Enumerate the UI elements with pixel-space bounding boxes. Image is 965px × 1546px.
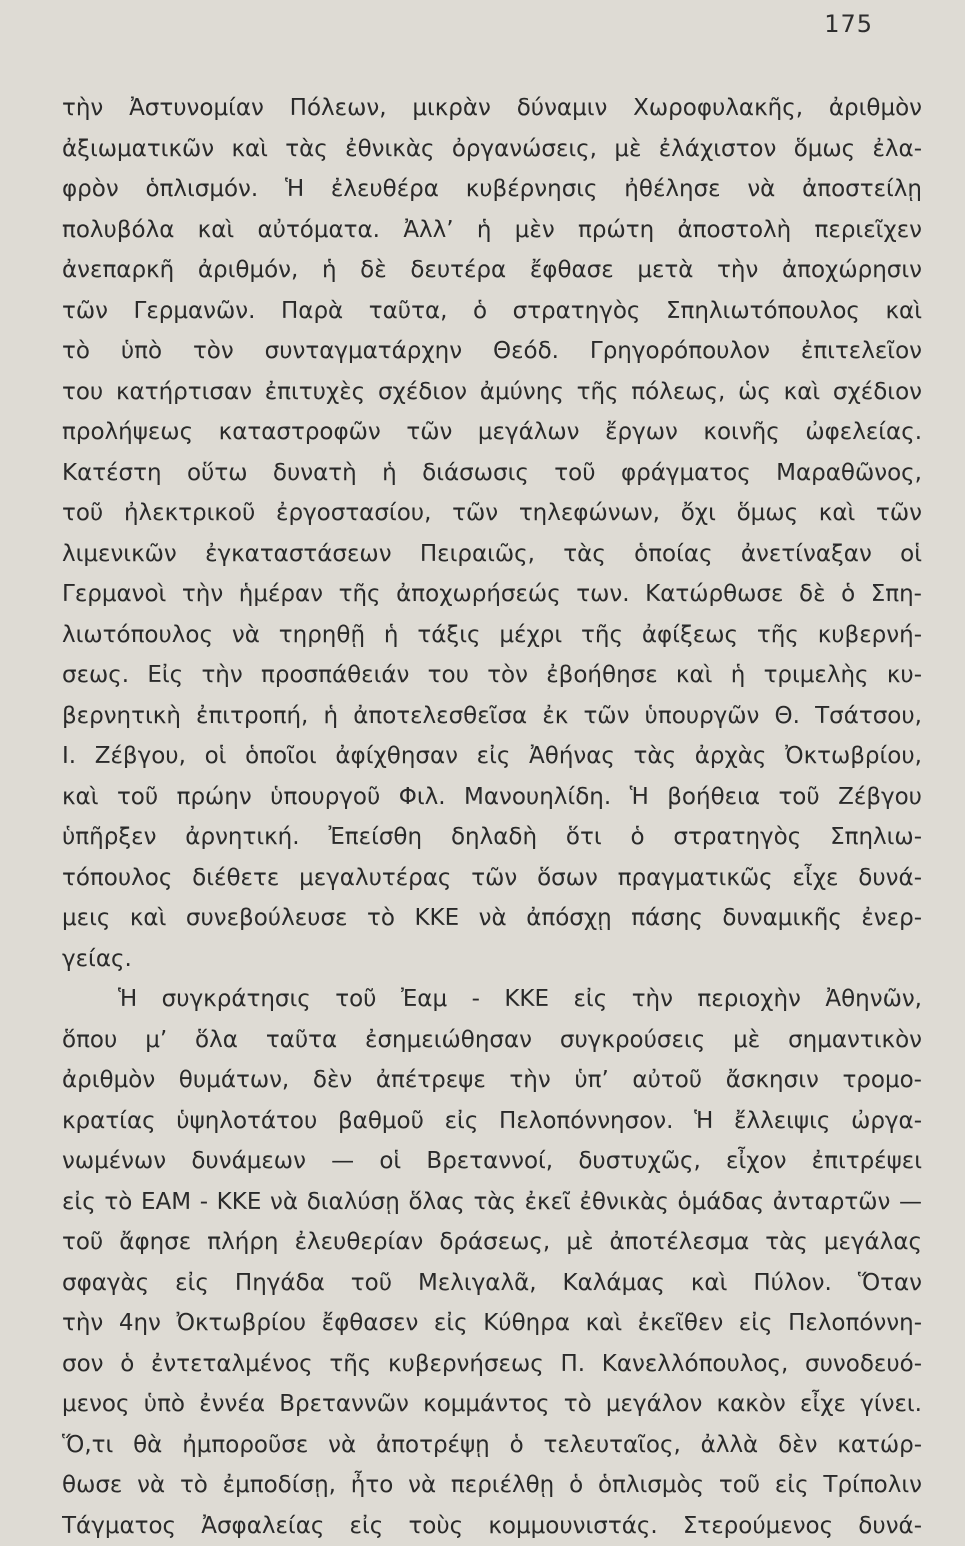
- text-line: Κατέστη οὕτω δυνατὴ ἡ διάσωσις τοῦ φράγματος Μαραθῶνος,: [62, 453, 922, 494]
- text-line: ὑπῆρξεν ἀρνητική. Ἐπείσθη δηλαδὴ ὅτι ὁ στρατηγὸς Σπηλιω-: [62, 817, 922, 858]
- text-line: τὴν Ἀστυνομίαν Πόλεων, μικρὰν δύναμιν Χωροφυλακῆς, ἀριθμὸν: [62, 88, 922, 129]
- paragraph-start-line: Ἡ συγκράτησις τοῦ Ἐαμ - ΚΚΕ εἰς τὴν περιοχὴν Ἀθηνῶν,: [62, 979, 922, 1020]
- text-line: βερνητικὴ ἐπιτροπή, ἡ ἀποτελεσθεῖσα ἐκ τῶν ὑπουργῶν Θ. Τσάτσου,: [62, 696, 922, 737]
- text-line: Τάγματος Ἀσφαλείας εἰς τοὺς κομμουνιστάς. Στερούμενος δυνά-: [62, 1506, 922, 1546]
- text-line: Γερμανοὶ τὴν ἡμέραν τῆς ἀποχωρήσεώς των. Κατώρθωσε δὲ ὁ Σπη-: [62, 574, 922, 615]
- text-line: νωμένων δυνάμεων — οἱ Βρεταννοί, δυστυχῶς, εἶχον ἐπιτρέψει: [62, 1141, 922, 1182]
- text-line: προλήψεως καταστροφῶν τῶν μεγάλων ἔργων κοινῆς ὠφελείας.: [62, 412, 922, 453]
- text-line: ἀριθμὸν θυμάτων, δὲν ἀπέτρεψε τὴν ὑπ’ αὐτοῦ ἄσκησιν τρομο-: [62, 1060, 922, 1101]
- text-line: τόπουλος διέθετε μεγαλυτέρας τῶν ὅσων πραγματικῶς εἶχε δυνά-: [62, 858, 922, 899]
- text-line: φρὸν ὁπλισμόν. Ἡ ἐλευθέρα κυβέρνησις ἠθέλησε νὰ ἀποστείλῃ: [62, 169, 922, 210]
- text-line: Ι. Ζέβγου, οἱ ὁποῖοι ἀφίχθησαν εἰς Ἀθήνας τὰς ἀρχὰς Ὀκτωβρίου,: [62, 736, 922, 777]
- text-line: σον ὁ ἐντεταλμένος τῆς κυβερνήσεως Π. Κανελλόπουλος, συνοδευό-: [62, 1344, 922, 1385]
- text-line: γείας.: [62, 939, 922, 980]
- text-line: ὅπου μ’ ὅλα ταῦτα ἐσημειώθησαν συγκρούσεις μὲ σημαντικὸν: [62, 1020, 922, 1061]
- text-line: σεως. Εἰς τὴν προσπάθειάν του τὸν ἐβοήθησε καὶ ἡ τριμελὴς κυ-: [62, 655, 922, 696]
- body-text: [62, 88, 922, 1546]
- text-line: ἀξιωματικῶν καὶ τὰς ἐθνικὰς ὀργανώσεις, μὲ ἐλάχιστον ὅμως ἐλα-: [62, 129, 922, 170]
- text-line: τοῦ ἠλεκτρικοῦ ἐργοστασίου, τῶν τηλεφώνων, ὄχι ὅμως καὶ τῶν: [62, 493, 922, 534]
- text-line: ἀνεπαρκῆ ἀριθμόν, ἡ δὲ δευτέρα ἔφθασε μετὰ τὴν ἀποχώρησιν: [62, 250, 922, 291]
- text-line: Ὅ,τι θὰ ἠμποροῦσε νὰ ἀποτρέψῃ ὁ τελευταῖος, ἀλλὰ δὲν κατώρ-: [62, 1425, 922, 1466]
- page-number: 175: [824, 10, 873, 38]
- text-line: μεις καὶ συνεβούλευσε τὸ ΚΚΕ νὰ ἀπόσχῃ πάσης δυναμικῆς ἐνερ-: [62, 898, 922, 939]
- text-line: καὶ τοῦ πρώην ὑπουργοῦ Φιλ. Μανουηλίδη. Ἡ βοήθεια τοῦ Ζέβγου: [62, 777, 922, 818]
- text-line: σφαγὰς εἰς Πηγάδα τοῦ Μελιγαλᾶ, Καλάμας καὶ Πύλον. Ὅταν: [62, 1263, 922, 1304]
- text-line: κρατίας ὑψηλοτάτου βαθμοῦ εἰς Πελοπόννησον. Ἡ ἔλλειψις ὠργα-: [62, 1101, 922, 1142]
- text-line: του κατήρτισαν ἐπιτυχὲς σχέδιον ἀμύνης τῆς πόλεως, ὡς καὶ σχέδιον: [62, 372, 922, 413]
- text-line: λιωτόπουλος νὰ τηρηθῇ ἡ τάξις μέχρι τῆς ἀφίξεως τῆς κυβερνή-: [62, 615, 922, 656]
- text-line: θωσε νὰ τὸ ἐμποδίσῃ, ἦτο νὰ περιέλθῃ ὁ ὁπλισμὸς τοῦ εἰς Τρίπολιν: [62, 1465, 922, 1506]
- text-line: τοῦ ἄφησε πλήρη ἐλευθερίαν δράσεως, μὲ ἀποτέλεσμα τὰς μεγάλας: [62, 1222, 922, 1263]
- text-line: τὴν 4ην Ὀκτωβρίου ἔφθασεν εἰς Κύθηρα καὶ ἐκεῖθεν εἰς Πελοπόννη-: [62, 1303, 922, 1344]
- text-line: λιμενικῶν ἐγκαταστάσεων Πειραιῶς, τὰς ὁποίας ἀνετίναξαν οἱ: [62, 534, 922, 575]
- text-line: τὸ ὑπὸ τὸν συνταγματάρχην Θεόδ. Γρηγορόπουλον ἐπιτελεῖον: [62, 331, 922, 372]
- text-line: τῶν Γερμανῶν. Παρὰ ταῦτα, ὁ στρατηγὸς Σπηλιωτόπουλος καὶ: [62, 291, 922, 332]
- text-line: πολυβόλα καὶ αὐτόματα. Ἀλλ’ ἡ μὲν πρώτη ἀποστολὴ περιεῖχεν: [62, 210, 922, 251]
- text-line: εἰς τὸ ΕΑΜ - ΚΚΕ νὰ διαλύσῃ ὅλας τὰς ἐκεῖ ἐθνικὰς ὁμάδας ἀνταρτῶν —: [62, 1182, 922, 1223]
- text-line: μενος ὑπὸ ἐννέα Βρεταννῶν κομμάντος τὸ μεγάλον κακὸν εἶχε γίνει.: [62, 1384, 922, 1425]
